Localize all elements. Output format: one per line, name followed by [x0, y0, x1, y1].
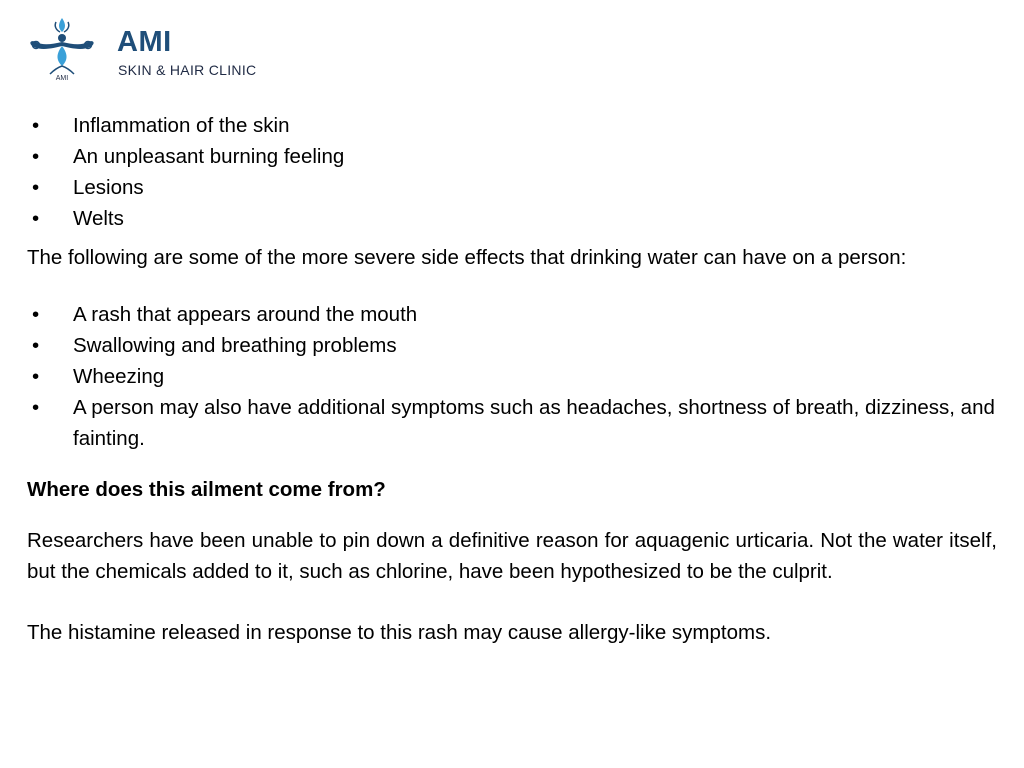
ami-emblem-icon	[22, 16, 102, 82]
list-item	[27, 361, 997, 392]
list-item	[27, 330, 997, 361]
bullet-glyph: •	[32, 114, 40, 137]
section-heading: Where does this ailment come from?	[27, 478, 386, 501]
list-item	[27, 110, 997, 141]
list-item-text: Welts	[73, 207, 124, 230]
brand-name: AMI	[117, 26, 172, 58]
cause-paragraph: Researchers have been unable to pin down a definitive reason for aquagenic urticaria. Not the water itself, but the chemicals added to it, such as chlorine, have been hypothesized to be the culprit.	[27, 529, 997, 583]
bullet-glyph: •	[32, 207, 40, 230]
symptom-list	[27, 110, 997, 234]
list-item	[27, 392, 997, 454]
bullet-glyph: •	[32, 396, 40, 419]
list-item-text: A rash that appears around the mouth	[73, 303, 418, 326]
clinic-logo	[22, 16, 257, 86]
list-item	[27, 172, 997, 203]
list-item	[27, 299, 997, 330]
list-item	[27, 141, 997, 172]
brand-tagline: SKIN & HAIR CLINIC	[118, 62, 257, 78]
list-item	[27, 203, 997, 234]
list-item-text: An unpleasant burning feeling	[73, 145, 345, 168]
bullet-glyph: •	[32, 365, 40, 388]
list-item-text: Inflammation of the skin	[73, 114, 290, 137]
severe-effects-list	[27, 299, 997, 454]
intro-paragraph: The following are some of the more severe side effects that drinking water can have on a person:	[27, 246, 907, 269]
bullet-glyph: •	[32, 145, 40, 168]
histamine-paragraph: The histamine released in response to this rash may cause allergy-like symptoms.	[27, 621, 772, 644]
list-item-text: Wheezing	[73, 365, 165, 388]
list-item-text: A person may also have additional symptoms such as headaches, shortness of breath, dizziness, and fainting.	[73, 396, 995, 450]
emblem-text: AMI	[55, 75, 69, 82]
bullet-glyph: •	[32, 303, 40, 326]
list-item-text: Lesions	[73, 176, 144, 199]
bullet-glyph: •	[32, 176, 40, 199]
bullet-glyph: •	[32, 334, 40, 357]
list-item-text: Swallowing and breathing problems	[73, 334, 397, 357]
slide-content	[27, 110, 997, 648]
